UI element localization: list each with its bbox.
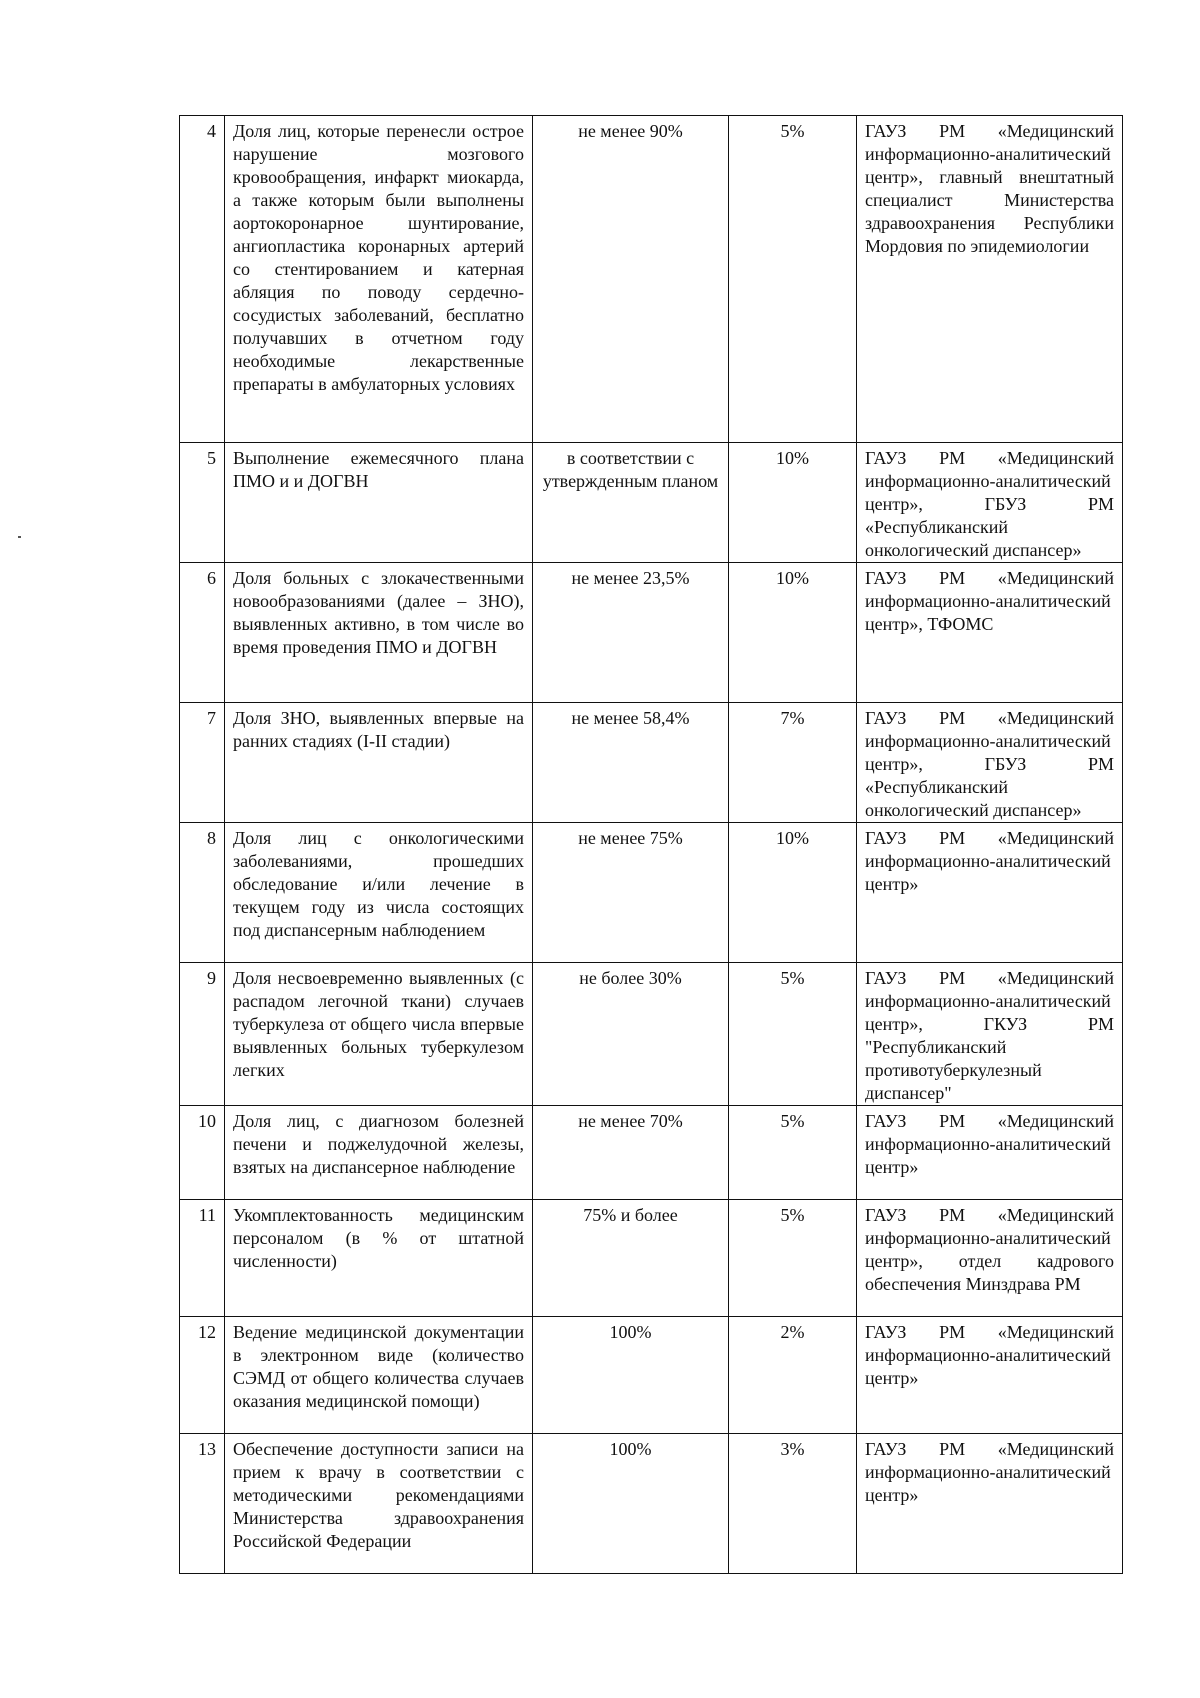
- table-row: [180, 703, 1123, 823]
- responsible-party: ГАУЗ РМ «Медицинский информационно-аналитический центр», ТФОМС: [857, 563, 1123, 703]
- weight-percent: 10%: [729, 563, 857, 703]
- row-number: 12: [180, 1317, 225, 1434]
- responsible-party: ГАУЗ РМ «Медицинский информационно-аналитический центр», главный внештатный специалист Министерства здравоохранения Республики Мордовия по эпидемиологии: [857, 116, 1123, 443]
- indicator-name: Доля несвоевременно выявленных (с распадом легочной ткани) случаев туберкулеза от общего числа впервые выявленных больных туберкулезом легких: [225, 963, 533, 1106]
- responsible-party: ГАУЗ РМ «Медицинский информационно-аналитический центр», ГБУЗ РМ «Республиканский онкологический диспансер»: [857, 443, 1123, 563]
- target-value: 100%: [533, 1317, 729, 1434]
- responsible-party: ГАУЗ РМ «Медицинский информационно-аналитический центр», ГБУЗ РМ «Республиканский онкологический диспансер»: [857, 703, 1123, 823]
- row-number: 8: [180, 823, 225, 963]
- table-row: [180, 443, 1123, 563]
- responsible-party: ГАУЗ РМ «Медицинский информационно-аналитический центр»: [857, 1106, 1123, 1200]
- table-row: [180, 116, 1123, 443]
- row-number: 4: [180, 116, 225, 443]
- row-number: 7: [180, 703, 225, 823]
- table-row: [180, 823, 1123, 963]
- weight-percent: 10%: [729, 823, 857, 963]
- row-number: 9: [180, 963, 225, 1106]
- scan-speck: [18, 536, 21, 538]
- indicators-table: [179, 115, 1123, 1574]
- target-value: 100%: [533, 1434, 729, 1574]
- weight-percent: 3%: [729, 1434, 857, 1574]
- row-number: 11: [180, 1200, 225, 1317]
- table-row: [180, 1106, 1123, 1200]
- weight-percent: 7%: [729, 703, 857, 823]
- table-row: [180, 1317, 1123, 1434]
- row-number: 13: [180, 1434, 225, 1574]
- table-row: [180, 963, 1123, 1106]
- target-value: не менее 23,5%: [533, 563, 729, 703]
- target-value: не более 30%: [533, 963, 729, 1106]
- weight-percent: 5%: [729, 1106, 857, 1200]
- weight-percent: 5%: [729, 1200, 857, 1317]
- indicator-name: Выполнение ежемесячного плана ПМО и и ДОГВН: [225, 443, 533, 563]
- target-value: не менее 58,4%: [533, 703, 729, 823]
- indicator-name: Обеспечение доступности записи на прием к врачу в соответствии с методическими рекомендациями Министерства здравоохранения Российской Федерации: [225, 1434, 533, 1574]
- row-number: 6: [180, 563, 225, 703]
- indicator-name: Доля лиц, с диагнозом болезней печени и поджелудочной железы, взятых на диспансерное наблюдение: [225, 1106, 533, 1200]
- responsible-party: ГАУЗ РМ «Медицинский информационно-аналитический центр», отдел кадрового обеспечения Минздрава РМ: [857, 1200, 1123, 1317]
- indicator-name: Доля ЗНО, выявленных впервые на ранних стадиях (I-II стадии): [225, 703, 533, 823]
- target-value: 75% и более: [533, 1200, 729, 1317]
- target-value: не менее 70%: [533, 1106, 729, 1200]
- weight-percent: 2%: [729, 1317, 857, 1434]
- row-number: 5: [180, 443, 225, 563]
- weight-percent: 5%: [729, 116, 857, 443]
- responsible-party: ГАУЗ РМ «Медицинский информационно-аналитический центр»: [857, 1317, 1123, 1434]
- row-number: 10: [180, 1106, 225, 1200]
- weight-percent: 5%: [729, 963, 857, 1106]
- table-row: [180, 1200, 1123, 1317]
- indicator-name: Доля больных с злокачественными новообразованиями (далее – ЗНО), выявленных активно, в том числе во время проведения ПМО и ДОГВН: [225, 563, 533, 703]
- table-row: [180, 563, 1123, 703]
- responsible-party: ГАУЗ РМ «Медицинский информационно-аналитический центр»: [857, 823, 1123, 963]
- indicator-name: Ведение медицинской документации в электронном виде (количество СЭМД от общего количества случаев оказания медицинской помощи): [225, 1317, 533, 1434]
- target-value: не менее 75%: [533, 823, 729, 963]
- responsible-party: ГАУЗ РМ «Медицинский информационно-аналитический центр», ГКУЗ РМ "Республиканский противотуберкулезный диспансер": [857, 963, 1123, 1106]
- target-value: не менее 90%: [533, 116, 729, 443]
- indicator-name: Доля лиц с онкологическими заболеваниями, прошедших обследование и/или лечение в текущем году из числа состоящих под диспансерным наблюдением: [225, 823, 533, 963]
- weight-percent: 10%: [729, 443, 857, 563]
- target-value: в соответствии с утвержденным планом: [533, 443, 729, 563]
- indicator-name: Доля лиц, которые перенесли острое нарушение мозгового кровообращения, инфаркт миокарда, а также которым были выполнены аортокоронарное шунтирование, ангиопластика коронарных артерий со стентированием и катерная абляция по поводу сердечно-сосудистых заболеваний, бесплатно получавших в отчетном году необходимые лекарственные препараты в амбулаторных условиях: [225, 116, 533, 443]
- table-row: [180, 1434, 1123, 1574]
- indicator-name: Укомплектованность медицинским персоналом (в % от штатной численности): [225, 1200, 533, 1317]
- responsible-party: ГАУЗ РМ «Медицинский информационно-аналитический центр»: [857, 1434, 1123, 1574]
